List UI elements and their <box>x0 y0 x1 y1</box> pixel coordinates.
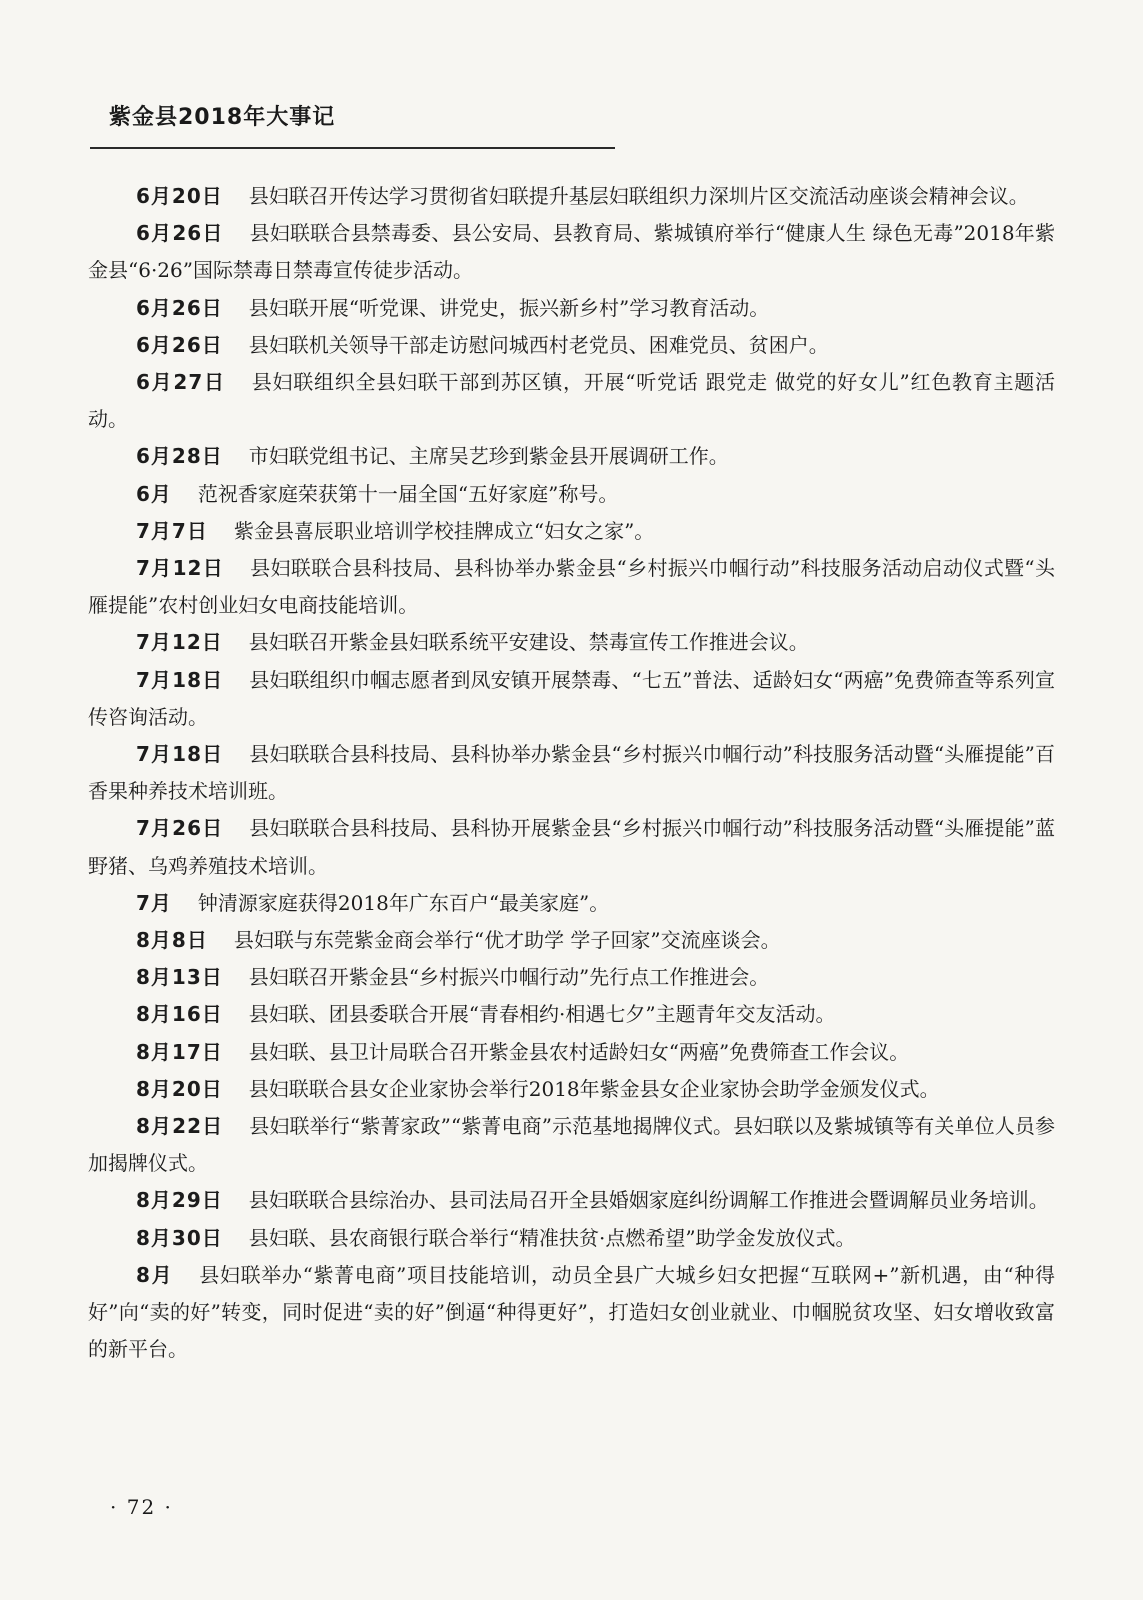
chronicle-entry <box>88 624 1055 661</box>
chronicle-entry <box>88 1071 1055 1108</box>
entry-text: 紫金县喜辰职业培训学校挂牌成立“妇女之家”。 <box>233 518 655 543</box>
entry-date: 8月29日 <box>136 1188 223 1213</box>
chronicle-entry <box>88 327 1055 364</box>
entry-date: 8月30日 <box>136 1225 223 1250</box>
chronicle-entries <box>88 178 1055 1369</box>
header-rule <box>90 147 615 149</box>
entry-text: 县妇联召开传达学习贯彻省妇联提升基层妇联组织力深圳片区交流活动座谈会精神会议。 <box>248 184 1029 208</box>
chronicle-entry <box>88 922 1055 959</box>
chronicle-entry <box>88 476 1055 513</box>
entry-date: 8月8日 <box>136 928 208 953</box>
entry-date: 6月 <box>136 481 172 506</box>
chronicle-entry <box>88 1257 1055 1369</box>
entry-text: 县妇联联合县女企业家协会举行2018年紫金县女企业家协会助学金颁发仪式。 <box>248 1076 940 1101</box>
entry-text: 县妇联、团县委联合开展“青春相约·相遇七夕”主题青年交友活动。 <box>248 1002 836 1027</box>
entry-date: 7月18日 <box>136 667 224 692</box>
entry-date: 7月12日 <box>136 556 225 581</box>
entry-text: 县妇联、县卫计局联合召开紫金县农村适龄妇女“两癌”免费筛查工作会议。 <box>248 1039 910 1064</box>
running-head-title: 紫金县2018年大事记 <box>109 105 336 130</box>
entry-text: 县妇联组织巾帼志愿者到凤安镇开展禁毒、“七五”普法、适龄妇女“两癌”免费筛查等系列宣传咨询活动。 <box>88 667 1056 729</box>
chronicle-entry <box>88 364 1055 438</box>
chronicle-entry <box>88 550 1055 624</box>
entry-text: 范祝香家庭荣获第十一届全国“五好家庭”称号。 <box>197 481 619 506</box>
entry-date: 6月26日 <box>136 332 223 357</box>
entry-date: 6月26日 <box>136 221 224 246</box>
entry-text: 县妇联联合县科技局、县科协举办紫金县“乡村振兴巾帼行动”科技服务活动暨“头雁提能”百香果种养技术培训班。 <box>88 742 1056 804</box>
entry-date: 7月7日 <box>136 518 208 543</box>
entry-date: 7月26日 <box>136 816 224 841</box>
chronicle-entry <box>88 178 1055 215</box>
chronicle-entry <box>88 736 1055 810</box>
entry-date: 8月20日 <box>136 1076 223 1101</box>
entry-text: 县妇联联合县科技局、县科协开展紫金县“乡村振兴巾帼行动”科技服务活动暨“头雁提能”蓝野猪、乌鸡养殖技术培训。 <box>88 816 1056 878</box>
entry-text: 县妇联、县农商银行联合举行“精准扶贫·点燃希望”助学金发放仪式。 <box>248 1225 856 1250</box>
entry-text: 县妇联召开紫金县“乡村振兴巾帼行动”先行点工作推进会。 <box>248 965 770 990</box>
chronicle-entry <box>88 810 1055 884</box>
entry-date: 6月28日 <box>136 444 223 469</box>
entry-text: 县妇联联合县综治办、县司法局召开全县婚姻家庭纠纷调解工作推进会暨调解员业务培训。 <box>248 1188 1049 1213</box>
chronicle-entry <box>88 215 1055 289</box>
entry-date: 7月 <box>136 890 172 915</box>
chronicle-entry <box>88 1034 1055 1071</box>
entry-date: 7月18日 <box>136 742 224 767</box>
entry-text: 市妇联党组书记、主席吴艺珍到紫金县开展调研工作。 <box>248 444 729 469</box>
entry-text: 县妇联联合县科技局、县科协举办紫金县“乡村振兴巾帼行动”科技服务活动启动仪式暨“头雁提能”农村创业妇女电商技能培训。 <box>88 556 1055 618</box>
chronicle-entry <box>88 1108 1055 1182</box>
chronicle-entry <box>88 959 1055 996</box>
entry-text: 县妇联与东莞紫金商会举行“优才助学 学子回家”交流座谈会。 <box>233 928 781 953</box>
entry-text: 钟清源家庭获得2018年广东百户“最美家庭”。 <box>197 890 610 915</box>
chronicle-entry <box>88 885 1055 922</box>
entry-text: 县妇联联合县禁毒委、县公安局、县教育局、紫城镇府举行“健康人生 绿色无毒”2018年紫金县“6·26”国际禁毒日禁毒宣传徒步活动。 <box>88 221 1055 283</box>
chronicle-entry <box>88 290 1055 327</box>
entry-date: 8月17日 <box>136 1039 223 1064</box>
chronicle-entry <box>88 513 1055 550</box>
entry-date: 8月22日 <box>136 1114 224 1139</box>
entry-date: 6月26日 <box>136 295 223 320</box>
entry-date: 8月 <box>136 1262 174 1287</box>
entry-date: 8月13日 <box>136 965 223 990</box>
entry-text: 县妇联举行“紫菁家政”“紫菁电商”示范基地揭牌仪式。县妇联以及紫城镇等有关单位人员参加揭牌仪式。 <box>88 1114 1055 1176</box>
chronicle-entry <box>88 662 1055 736</box>
entry-date: 8月16日 <box>136 1002 223 1027</box>
chronicle-entry <box>88 1220 1055 1257</box>
entry-text: 县妇联机关领导干部走访慰问城西村老党员、困难党员、贫困户。 <box>248 332 829 357</box>
entry-text: 县妇联组织全县妇联干部到苏区镇，开展“听党话 跟党走 做党的好女儿”红色教育主题活动。 <box>88 370 1056 432</box>
entry-text: 县妇联举办“紫菁电商”项目技能培训，动员全县广大城乡妇女把握“互联网+”新机遇，由“种得好”向“卖的好”转变，同时促进“卖的好”倒逼“种得更好”，打造妇女创业就业、巾帼脱贫攻坚、妇女增收致富的新平台。 <box>88 1262 1055 1362</box>
entry-date: 6月20日 <box>136 184 223 208</box>
entry-text: 县妇联召开紫金县妇联系统平安建设、禁毒宣传工作推进会议。 <box>248 630 809 655</box>
page-number: · 72 · <box>110 1495 173 1519</box>
chronicle-entry <box>88 1182 1055 1219</box>
entry-date: 6月27日 <box>136 370 226 395</box>
entry-text: 县妇联开展“听党课、讲党史，振兴新乡村”学习教育活动。 <box>248 295 770 320</box>
chronicle-entry <box>88 996 1055 1033</box>
chronicle-entry <box>88 438 1055 475</box>
entry-date: 7月12日 <box>136 630 223 655</box>
